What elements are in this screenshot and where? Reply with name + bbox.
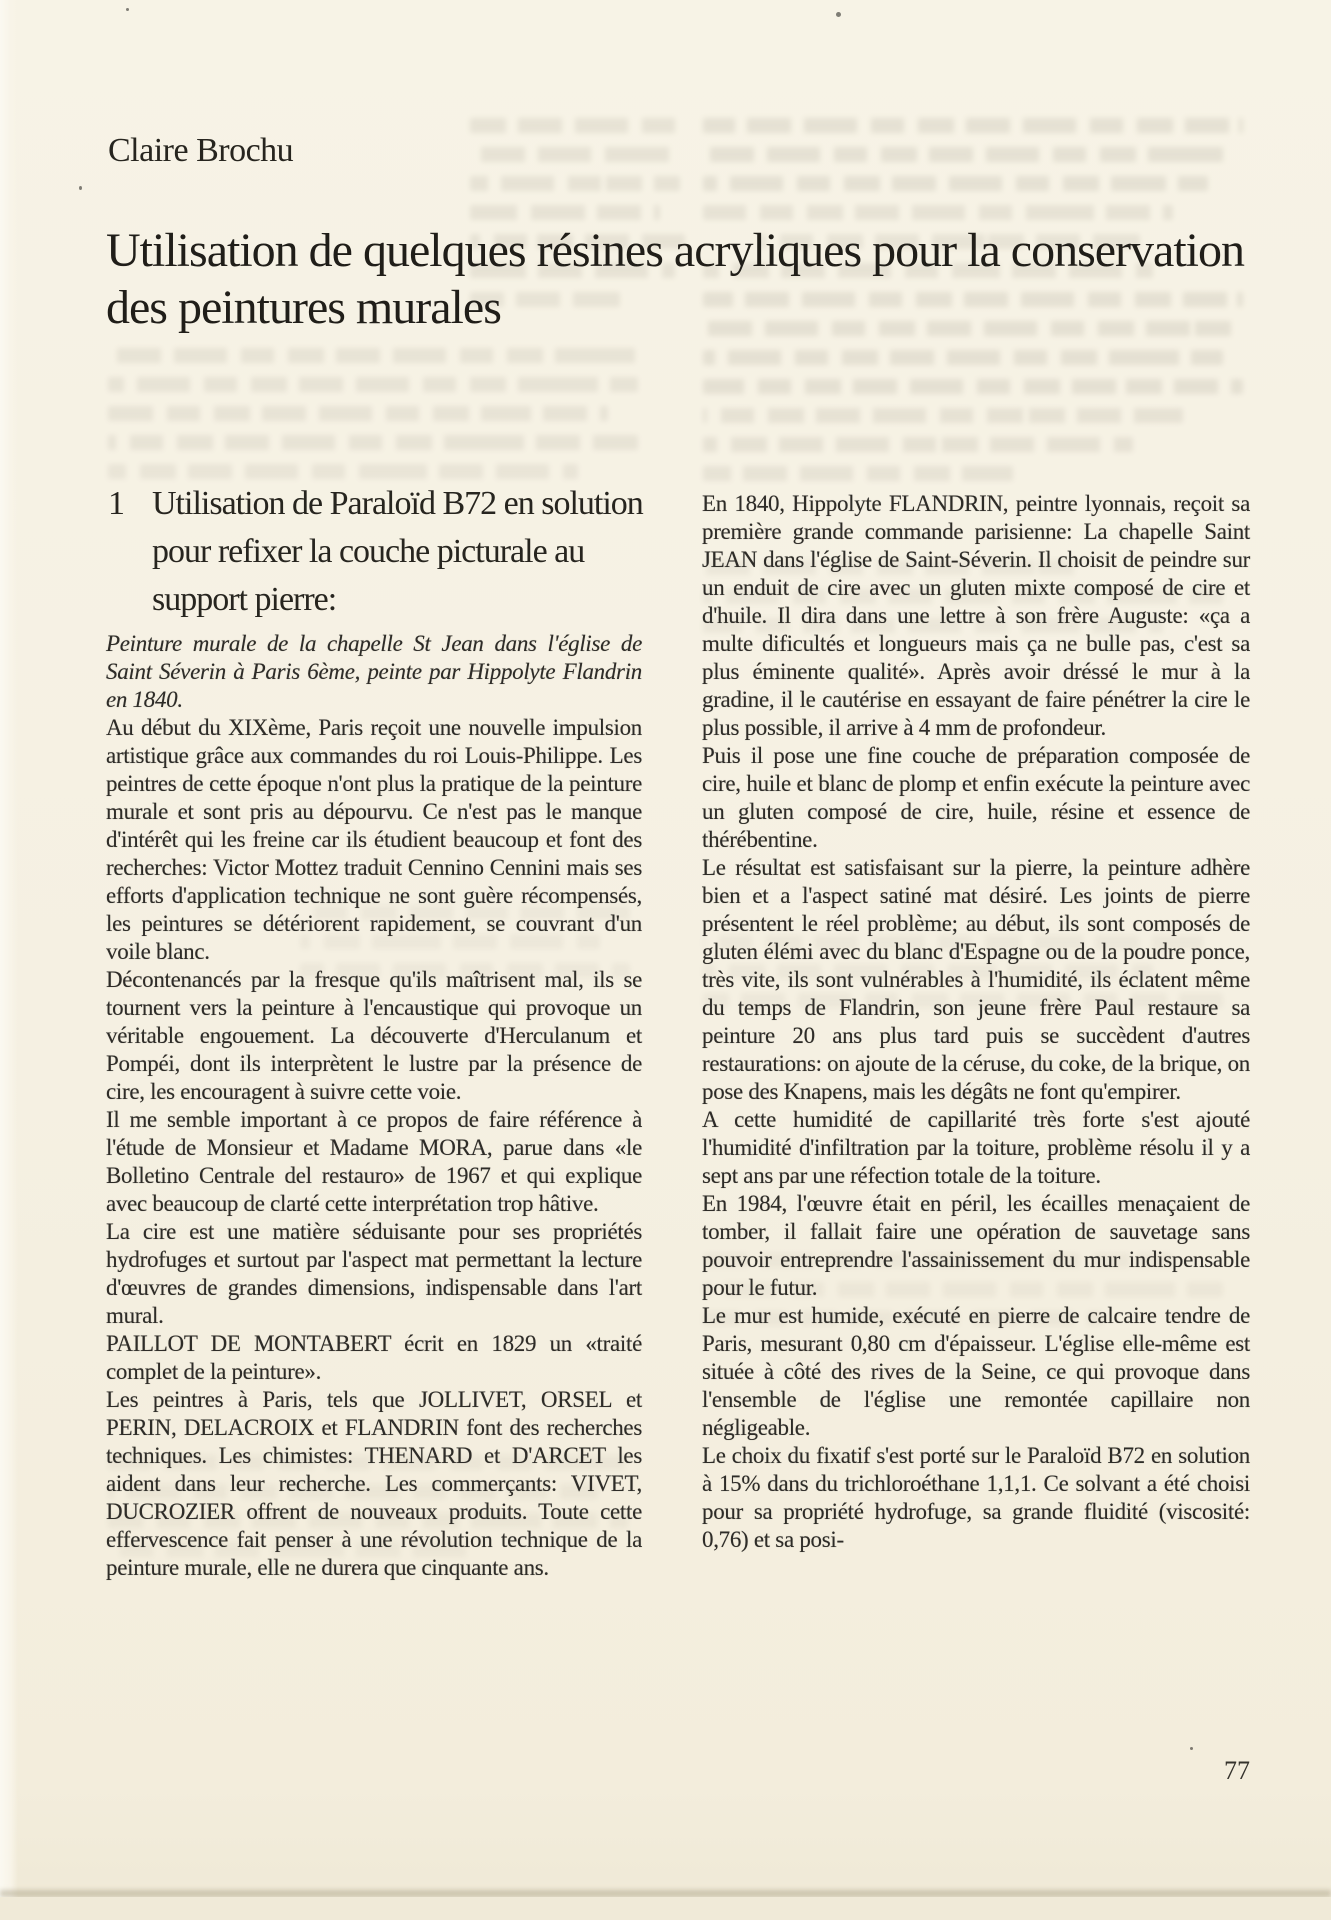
bleed-through-line bbox=[108, 348, 638, 363]
bleed-through-line bbox=[470, 176, 680, 191]
scan-edge-left bbox=[0, 0, 18, 1920]
bleed-through-line bbox=[470, 118, 685, 133]
paragraph: Puis il pose une fine couche de préparation composée de cire, huile et blanc de plomp et enfin exécute la peinture avec un gluten composé de cire, huile, résine et essence de thérébentine. bbox=[702, 743, 1250, 852]
section-number: 1 bbox=[108, 485, 124, 522]
paragraph: Le choix du fixatif s'est porté sur le Paraloïd B72 en solution à 15% dans du trichloroéthane 1,1,1. Ce solvant a été choisi pour sa propriété hydrofuge, sa grande fluidité (viscosité: 0,76) et sa posi- bbox=[702, 1443, 1250, 1552]
bleed-through-line bbox=[703, 205, 1173, 220]
author-name: Claire Brochu bbox=[108, 132, 294, 169]
bleed-through-line bbox=[108, 464, 578, 479]
bleed-through-line bbox=[703, 147, 1228, 162]
scan-edge-bottom-line bbox=[0, 1890, 1331, 1897]
paragraph: Décontenancés par la fresque qu'ils maîtrisent mal, ils se tournent vers la peinture à l'encaustique qui provoque un véritable engouement. La découverte d'Herculanum et Pompéi, dont ils interprètent le lustre par la présence de cire, les encouragent à suivre cette voie. bbox=[106, 967, 642, 1104]
right-column bbox=[702, 490, 1250, 1554]
bleed-through-line bbox=[108, 377, 638, 392]
scan-edge-bottom bbox=[0, 1897, 1331, 1920]
dust-speck bbox=[79, 186, 82, 190]
paragraph: En 1984, l'œuvre était en péril, les écailles menaçaient de tomber, il fallait faire une opération de sauvetage sans pouvoir entreprendre l'assainissement du mur indispensable pour le futur. bbox=[702, 1191, 1250, 1300]
page-number: 77 bbox=[1224, 1756, 1250, 1785]
bleed-through-line bbox=[108, 435, 638, 450]
dust-speck bbox=[836, 12, 841, 17]
bleed-through-line bbox=[703, 176, 1208, 191]
bleed-through-line bbox=[470, 205, 660, 220]
paragraph: Le mur est humide, exécuté en pierre de calcaire tendre de Paris, mesurant 0,80 cm d'épaisseur. L'église elle-même est située à côté des rives de la Seine, ce qui provoque dans l'ensemble de l'église une remontée capillaire non négligeable. bbox=[702, 1303, 1250, 1440]
figure-caption: Peinture murale de la chapelle St Jean dans l'église de Saint Séverin à Paris 6ème, peinte par Hippolyte Flandrin en 1840. bbox=[106, 631, 642, 712]
bleed-through-line bbox=[703, 466, 1013, 481]
bleed-through-line bbox=[703, 437, 1133, 452]
section-heading bbox=[108, 480, 652, 624]
paragraph: La cire est une matière séduisante pour ses propriétés hydrofuges et surtout par l'aspect mat permettant la lecture d'œuvres de grandes dimensions, indispensable dans l'art mural. bbox=[106, 1219, 642, 1328]
paragraph: En 1840, Hippolyte FLANDRIN, peintre lyonnais, reçoit sa première grande commande parisienne: La chapelle Saint JEAN dans l'église de Saint-Séverin. Il choisit de peindre sur un enduit de cire avec un gluten mixte composé de cire et d'huile. Il dira dans une lettre à son frère Auguste: «ça a multe dificultés et longueurs mais ça ne bulle pas, c'est sa plus éminente qualité». Après avoir dréssé le mur à la gradine, il le cautérise en essayant de faire pénétrer la cire le plus possible, il arrive à 4 mm de profondeur. bbox=[702, 491, 1250, 740]
article-title: Utilisation de quelques résines acryliques pour la conservation des peintures murales bbox=[106, 224, 1245, 334]
paragraph: Au début du XIXème, Paris reçoit une nouvelle impulsion artistique grâce aux commandes du roi Louis-Philippe. Les peintres de cette époque n'ont plus la pratique de la peinture murale et sont pris au dépourvu. Ce n'est pas le manque d'intérêt qui les freine car ils étudient beaucoup et font des recherches: Victor Mottez traduit Cennino Cennini mais ses efforts d'application technique ne sont guère récompensés, les peintures se détériorent rapidement, se couvrant d'un voile blanc. bbox=[106, 715, 642, 964]
paragraph: PAILLOT DE MONTABERT écrit en 1829 un «traité complet de la peinture». bbox=[106, 1331, 642, 1384]
paragraph: A cette humidité de capillarité très forte s'est ajouté l'humidité d'infiltration par la toiture, problème résolu il y a sept ans par une réfection totale de la toiture. bbox=[702, 1107, 1250, 1188]
bleed-through-line bbox=[108, 406, 608, 421]
paragraph: Il me semble important à ce propos de faire référence à l'étude de Monsieur et Madame MORA, parue dans «le Bolletino Centrale del restauro» de 1967 et qui explique avec beaucoup de clarté cette interprétation trop hâtive. bbox=[106, 1107, 642, 1216]
section-heading-text: Utilisation de Paraloïd B72 en solution pour refixer la couche picturale au support pierre: bbox=[152, 485, 643, 618]
bleed-through-line bbox=[703, 118, 1243, 133]
bleed-through-line bbox=[703, 408, 1183, 423]
left-column bbox=[106, 630, 642, 1582]
bleed-through-line bbox=[470, 147, 670, 162]
bleed-through-line bbox=[703, 350, 1223, 365]
bleed-through-line bbox=[703, 379, 1243, 394]
dust-speck bbox=[1190, 1747, 1193, 1750]
paragraph: Les peintres à Paris, tels que JOLLIVET, ORSEL et PERIN, DELACROIX et FLANDRIN font des recherches techniques. Les chimistes: THENARD et D'ARCET les aident dans leur recherche. Les commerçants: VIVET, DUCROZIER offrent de nouveaux produits. Toute cette effervescence fait penser à une révolution technique de la peinture murale, elle ne durera que cinquante ans. bbox=[106, 1387, 642, 1580]
paragraph: Le résultat est satisfaisant sur la pierre, la peinture adhère bien et a l'aspect satiné mat désiré. Les joints de pierre présentent le réel problème; au début, ils sont composés de gluten élémi avec du blanc d'Espagne ou de la poudre ponce, très vite, ils sont vulnérables à l'humidité, ils éclatent même du temps de Flandrin, son jeune frère Paul restaure sa peinture 20 ans plus tard puis se succèdent d'autres restaurations: on ajoute de la céruse, du coke, de la brique, on pose des Knapens, mais les dégâts ne font qu'empirer. bbox=[702, 855, 1250, 1104]
dust-speck bbox=[126, 8, 129, 11]
